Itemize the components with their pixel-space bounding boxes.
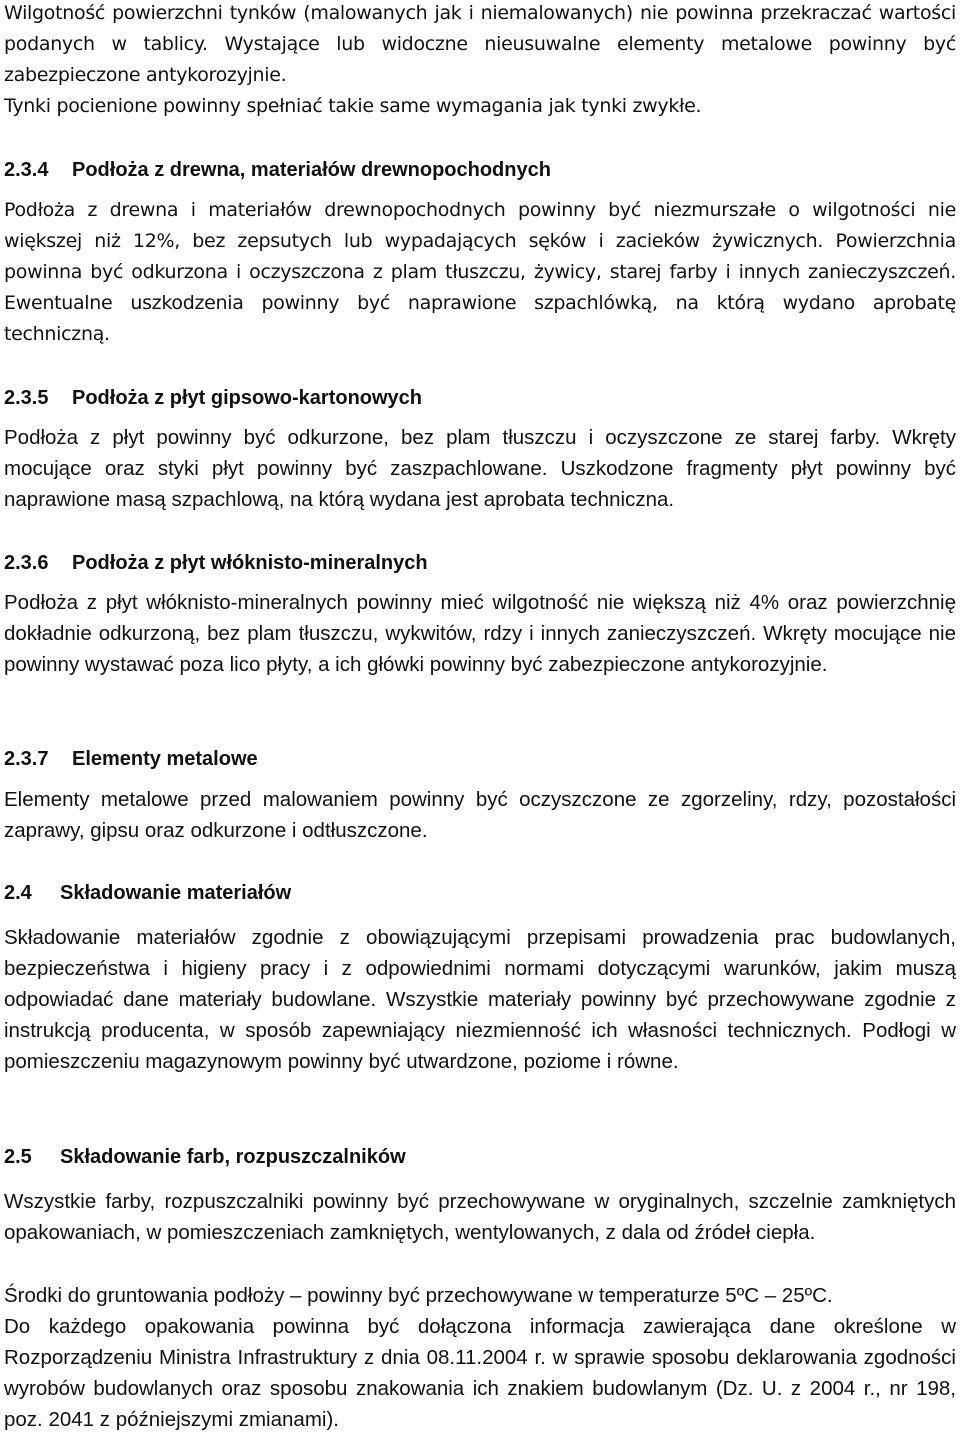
section-2-3-5-body: Podłoża z płyt powinny być odkurzone, bez plam tłuszczu i oczyszczone ze starej farby. Wkręty mocujące oraz styki płyt powinny być zaszpachlowane. Uszkodzone fragmenty płyt powinny być naprawione masą szpachlową, na którą wydana jest aprobata techniczna. [4,426,956,511]
heading-title: Podłoża z płyt gipsowo-kartonowych [72,387,423,409]
heading-number: 2.4 [4,882,32,904]
section-2-4-body: Składowanie materiałów zgodnie z obowiązującymi przepisami prowadzenia prac budowlanych, bezpieczeństwa i higieny pracy i z odpowiednimi normami dotyczącymi warunków, jakim muszą odpowiadać dane materiały budowlane. Wszystkie materiały powinny być przechowywane zgodnie z instrukcją producenta, w sposób zapewniający niezmienność ich własności technicznych. Podłogi w pomieszczeniu magazynowym powinny być utwardzone, poziome i równe. [4,926,956,1073]
heading-2-3-6 [4,548,428,579]
section-2-3-7-body: Elementy metalowe przed malowaniem powinny być oczyszczone ze zgorzeliny, rdzy, pozostałości zaprawy, gipsu oraz odkurzone i odtłuszczone. [4,788,956,842]
heading-title: Składowanie materiałów [60,882,292,904]
section-2-5-body-3: Do każdego opakowania powinna być dołączona informacja zawierająca dane określone w Rozporządzeniu Ministra Infrastruktury z dnia 08.11.2004 r. w sprawie sposobu deklarowania zgodności wyrobów budowlanych oraz sposobu znakowania ich znakiem budowlanym (Dz. U. z 2004 r., nr 198, poz. 2041 z późniejszymi zmianami). [4,1315,956,1431]
section-2-5-body-1: Wszystkie farby, rozpuszczalniki powinny być przechowywane w oryginalnych, szczelnie zamkniętych opakowaniach, w pomieszczeniach zamkniętych, wentylowanych, z dala od źródeł ciepła. [4,1190,956,1244]
heading-title: Elementy metalowe [72,748,258,770]
heading-number: 2.3.6 [4,552,49,574]
heading-number: 2.5 [4,1146,32,1168]
section-2-3-6-body: Podłoża z płyt włóknisto-mineralnych powinny mieć wilgotność nie większą niż 4% oraz powierzchnię dokładnie odkurzoną, bez plam tłuszczu, wykwitów, rdzy i innych zanieczyszczeń. Wkręty mocujące nie powinny wystawać poza lico płyty, a ich główki powinny być zabezpieczone antykorozyjnie. [4,591,956,676]
heading-title: Podłoża z płyt włóknisto-mineralnych [72,552,428,574]
heading-number: 2.3.7 [4,748,49,770]
heading-number: 2.3.4 [4,159,49,181]
heading-title: Podłoża z drewna, materiałów drewnopochodnych [72,159,551,181]
heading-2-5 [4,1142,406,1173]
heading-title: Składowanie farb, rozpuszczalników [60,1146,406,1168]
heading-2-4 [4,878,291,909]
heading-number: 2.3.5 [4,387,49,409]
section-2-3-4-body: Podłoża z drewna i materiałów drewnopochodnych powinny być niezmurszałe o wilgotności nie większej niż 12%, bez zepsutych lub wypadających sęków i zacieków żywicznych. Powierzchnia powinna być odkurzona i oczyszczona z plam tłuszczu, żywicy, starej farby i innych zanieczyszczeń. Ewentualne uszkodzenia powinny być naprawione szpachlówką, na którą wydano aprobatę techniczną. [4,199,956,345]
heading-2-3-5 [4,383,422,414]
intro-paragraph-1: Wilgotność powierzchni tynków (malowanych jak i niemalowanych) nie powinna przekraczać wartości podanych w tablicy. Wystające lub widoczne nieusuwalne elementy metalowe powinny być zabezpieczone antykorozyjnie. [4,2,956,86]
heading-2-3-7 [4,744,258,775]
heading-2-3-4 [4,155,551,186]
intro-paragraph-2: Tynki pocienione powinny spełniać takie same wymagania jak tynki zwykłe. [4,95,702,117]
section-2-5-body-2: Środki do gruntowania podłoży – powinny być przechowywane w temperaturze 5ºC – 25ºC. [4,1284,833,1307]
